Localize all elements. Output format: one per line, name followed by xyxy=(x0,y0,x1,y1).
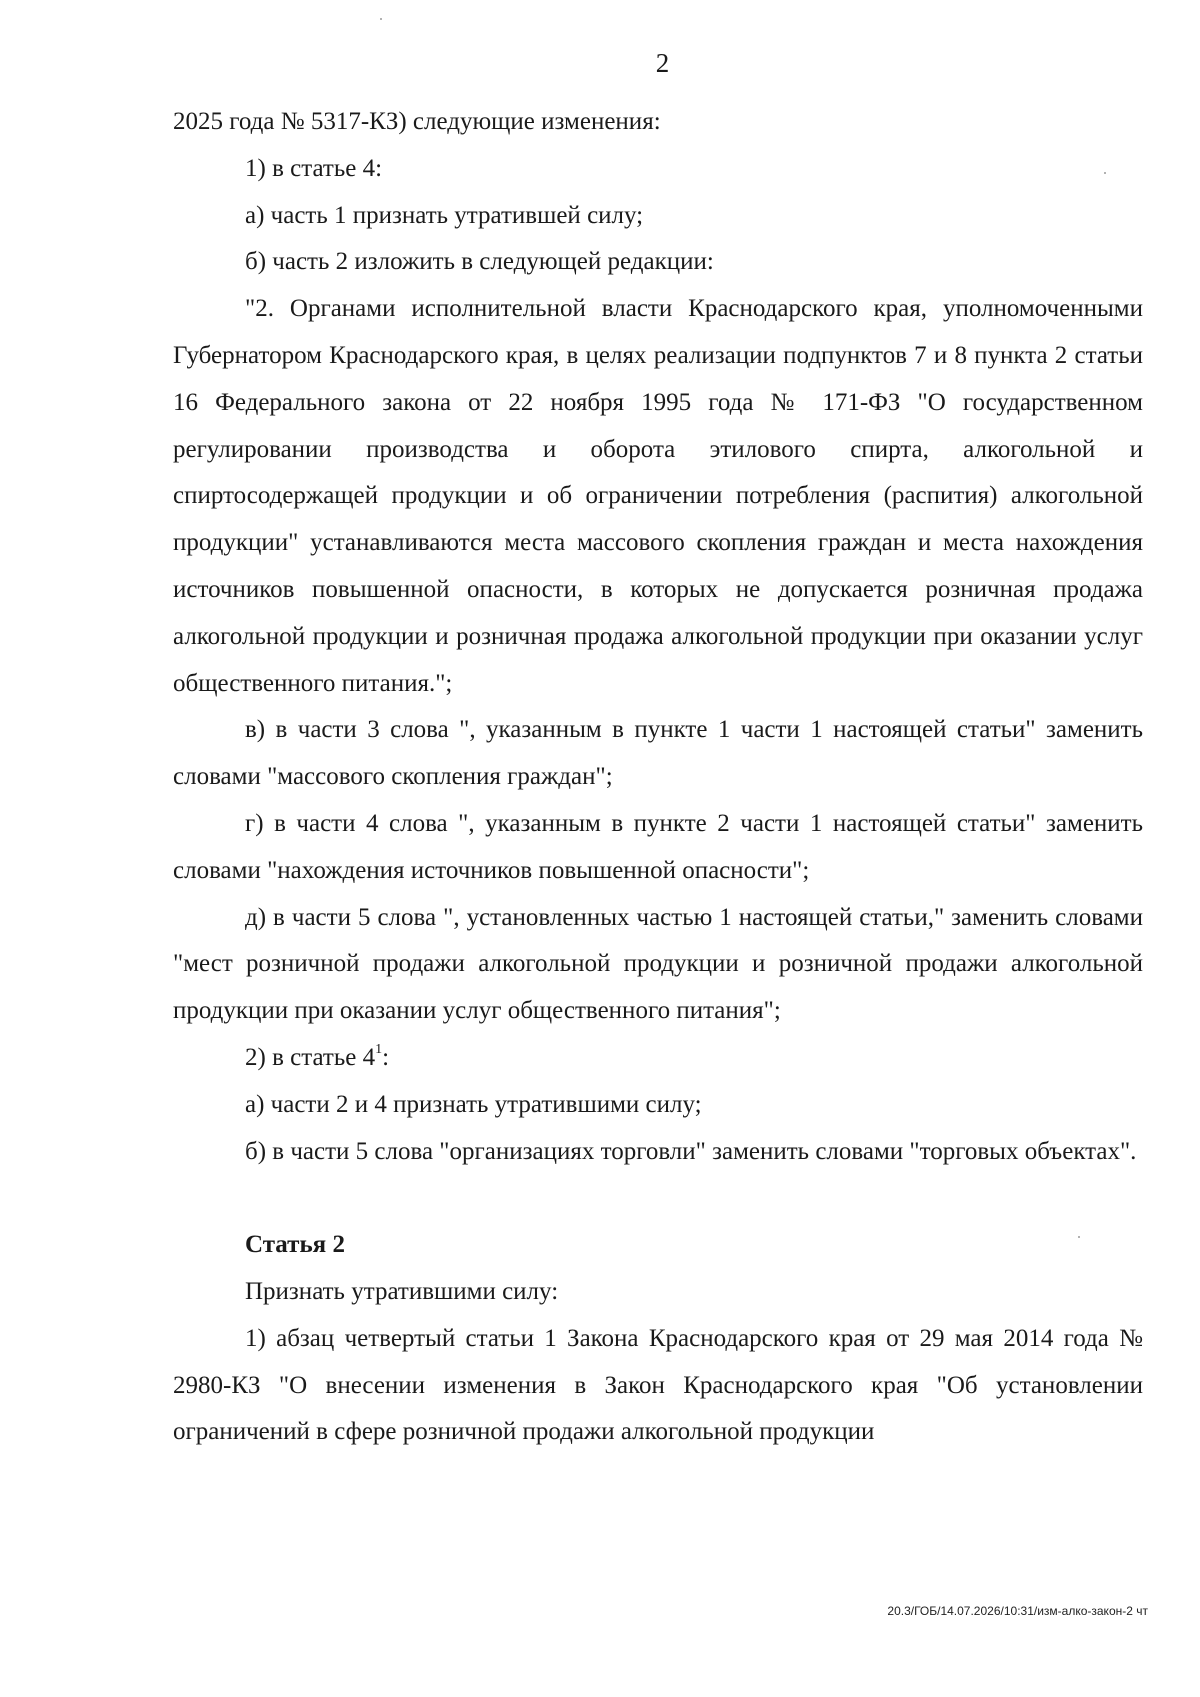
document-footer-code: 20.3/ГОБ/14.07.2026/10:31/изм-алко-закон-2 чт xyxy=(887,1604,1148,1618)
page-number: 2 xyxy=(655,48,670,78)
article-superscript: 1 xyxy=(375,1041,383,1057)
article-2-heading: Статья 2 xyxy=(245,1231,345,1259)
scan-speck xyxy=(380,18,382,20)
document-body xyxy=(173,99,1143,1456)
paragraph-continuation: 2025 года № 5317-КЗ) следующие изменения: xyxy=(173,108,661,135)
paragraph-subitem-b2: б) в части 5 слова "организациях торговли" заменить словами "торговых объектах". xyxy=(245,1137,1137,1165)
paragraph-item-article4-1 xyxy=(173,1035,1143,1082)
paragraph-subitem-v: в) в части 3 слова ", указанным в пункте 1 части 1 настоящей статьи" заменить словами "массового скопления граждан"; xyxy=(173,716,1143,791)
paragraph-subitem-a2: а) части 2 и 4 признать утратившими силу; xyxy=(245,1090,702,1118)
scan-speck xyxy=(1078,1236,1080,1238)
scan-speck xyxy=(1104,172,1106,174)
paragraph-quoted-part2: "2. Органами исполнительной власти Краснодарского края, уполномоченными Губернатором Краснодарского края, в целях реализации подпунктов 7 и 8 пункта 2 статьи 16 Федерального закона от 22 ноября 1995 года № 171-ФЗ "О государственном регулировании производства и оборота этилового спирта, алкогольной и спиртосодержащей продукции и об ограничении потребления (распития) алкогольной продукции" устанавливаются места массового скопления граждан и места нахождения источников повышенной опасности, в которых не допускается розничная продажа алкогольной продукции и розничная продажа алкогольной продукции при оказании услуг общественного питания."; xyxy=(173,295,1143,697)
paragraph-subitem-g: г) в части 4 слова ", указанным в пункте 2 части 1 настоящей статьи" заменить словами "нахождения источников повышенной опасности"; xyxy=(173,809,1143,884)
paragraph-subitem-a: а) часть 1 признать утратившей силу; xyxy=(245,201,644,229)
article-2-item-1: 1) абзац четвертый статьи 1 Закона Краснодарского края от 29 мая 2014 года № 2980-КЗ "О внесении изменения в Закон Краснодарского края "Об установлении ограничений в сфере розничной продажи алкогольной продукции xyxy=(173,1324,1143,1446)
article-ref-text: 2) в статье 4 xyxy=(245,1043,376,1071)
paragraph-item-article4: 1) в статье 4: xyxy=(245,154,383,182)
paragraph-subitem-b: б) часть 2 изложить в следующей редакции: xyxy=(245,248,714,276)
article-2-intro: Признать утратившими силу: xyxy=(245,1277,559,1305)
article-ref-colon: : xyxy=(382,1043,390,1071)
paragraph-subitem-d: д) в части 5 слова ", установленных частью 1 настоящей статьи," заменить словами "мест розничной продажи алкогольной продукции и розничной продажи алкогольной продукции при оказании услуг общественного питания"; xyxy=(173,903,1143,1025)
section-spacer xyxy=(173,1175,1143,1222)
